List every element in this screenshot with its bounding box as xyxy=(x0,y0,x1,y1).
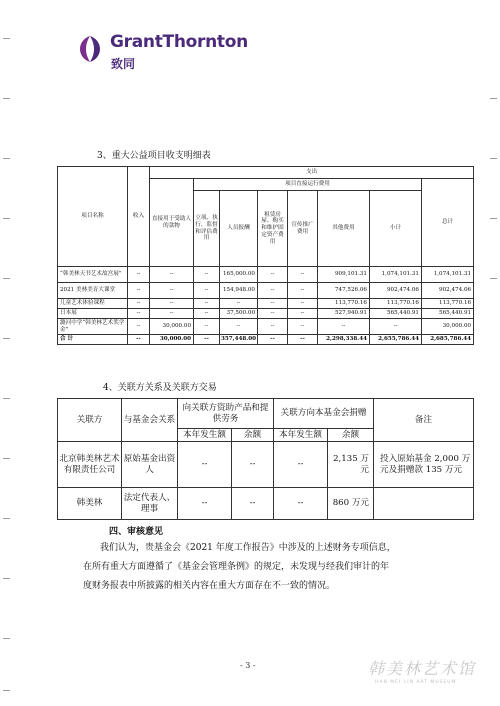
provide_balance-cell: -- xyxy=(232,488,274,520)
amount-cell: -- xyxy=(370,319,422,335)
header-current-year: 本年发生额 xyxy=(178,429,232,442)
amount-cell: 1,074,101.31 xyxy=(370,267,422,283)
audit-opinion-line: 在所有重大方面遵循了《基金会管理条例》的规定，未发现与经我们审计的年 xyxy=(83,562,390,572)
header-direct-aid: 直接用于受助人的款物 xyxy=(150,179,194,267)
amount-cell: -- xyxy=(150,267,194,283)
amount-cell: 30,000.00 xyxy=(150,319,194,335)
amount-cell: 113,770.16 xyxy=(318,299,370,309)
donate_balance-cell: 2,135 万元 xyxy=(328,442,374,488)
header-related-party: 关联方 xyxy=(58,399,122,442)
section-4-title: 4、关联方关系及关联方交易 xyxy=(103,383,217,393)
table-row xyxy=(58,442,474,488)
grant-thornton-logo-icon xyxy=(74,34,106,64)
amount-cell: 30,000.00 xyxy=(150,335,194,345)
amount-cell: -- xyxy=(128,299,150,309)
donate_year-cell: -- xyxy=(274,442,328,488)
amount-cell: -- xyxy=(318,319,370,335)
amount-cell: -- xyxy=(128,283,150,299)
section-3-title: 3、重大公益项目收支明细表 xyxy=(97,151,211,161)
amount-cell: -- xyxy=(194,335,220,345)
party-cell: 韩美林 xyxy=(58,488,122,520)
table-row xyxy=(58,299,474,309)
project-name-cell: 潞河中学“韩美林艺术奖学金” xyxy=(58,319,128,335)
amount-cell: 154,948.00 xyxy=(220,283,258,299)
margin-mark xyxy=(3,278,10,279)
amount-cell: -- xyxy=(194,283,220,299)
page-number: - 3 - xyxy=(240,661,256,670)
header-assets-labor: 向关联方资助产品和提供劳务 xyxy=(178,399,274,429)
margin-mark xyxy=(3,398,10,399)
amount-cell: -- xyxy=(128,309,150,319)
margin-mark xyxy=(3,458,10,459)
amount-cell: 909,101.31 xyxy=(318,267,370,283)
brand-name: GrantThornton xyxy=(110,32,248,52)
audit-opinion-line: 我们认为，贵基金会《2021 年度工作报告》中涉及的上述财务专项信息， xyxy=(100,543,396,553)
amount-cell: -- xyxy=(128,335,150,345)
amount-cell: -- xyxy=(194,299,220,309)
donate_balance-cell: 860 万元 xyxy=(328,488,374,520)
related-party-table xyxy=(57,398,474,520)
amount-cell: 527,940.91 xyxy=(318,309,370,319)
header-consulting: 立项、执行、监督和评估费用 xyxy=(194,191,220,267)
relationship-cell: 原始基金出资人 xyxy=(122,442,178,488)
margin-mark xyxy=(3,690,10,691)
margin-mark xyxy=(3,578,10,579)
remarks-cell: 投入原始基金 2,000 万元及捐赠款 135 万元 xyxy=(374,442,474,488)
margin-mark xyxy=(3,98,10,99)
amount-cell: 565,440.91 xyxy=(422,309,474,319)
header-personnel: 人员报酬 xyxy=(220,191,258,267)
header-balance: 余额 xyxy=(232,429,274,442)
project-name-cell: 2021 美林美育大课堂 xyxy=(58,283,128,299)
amount-cell: 902,474.06 xyxy=(422,283,474,299)
amount-cell: 2,655,786.44 xyxy=(370,335,422,345)
amount-cell: -- xyxy=(288,319,318,335)
amount-cell: -- xyxy=(288,299,318,309)
amount-cell: -- xyxy=(258,309,288,319)
amount-cell: -- xyxy=(128,267,150,283)
amount-cell: -- xyxy=(288,283,318,299)
amount-cell: -- xyxy=(194,319,220,335)
table-row xyxy=(58,319,474,335)
audit-opinion-title: 四、审核意见 xyxy=(109,527,164,537)
amount-cell: -- xyxy=(220,319,258,335)
header-remarks: 备注 xyxy=(374,399,474,442)
amount-cell: 1,074,101.31 xyxy=(422,267,474,283)
amount-cell: 165,000.00 xyxy=(220,267,258,283)
project-name-cell: “韩美林天书艺术故宫展” xyxy=(58,267,128,283)
amount-cell: 113,770.16 xyxy=(370,299,422,309)
project-name-cell: 合 计 xyxy=(58,335,128,345)
amount-cell: -- xyxy=(194,267,220,283)
amount-cell: 902,474.06 xyxy=(370,283,422,299)
public-welfare-project-table xyxy=(57,166,474,345)
margin-mark xyxy=(3,218,10,219)
amount-cell: -- xyxy=(220,299,258,309)
table-row xyxy=(58,309,474,319)
header-current-year: 本年发生额 xyxy=(274,429,328,442)
amount-cell: 37,500.00 xyxy=(220,309,258,319)
header-total: 总计 xyxy=(422,179,474,267)
margin-mark xyxy=(3,638,10,639)
table-row xyxy=(58,335,474,345)
project-name-cell: 儿童艺术体验课程 xyxy=(58,299,128,309)
amount-cell: -- xyxy=(288,309,318,319)
amount-cell: -- xyxy=(258,267,288,283)
amount-cell: -- xyxy=(194,309,220,319)
audit-opinion-line: 度财务报表中所披露的相关内容在重大方面存在不一致的情况。 xyxy=(83,581,336,591)
amount-cell: -- xyxy=(288,267,318,283)
amount-cell: -- xyxy=(258,283,288,299)
header-relationship: 与基金会关系 xyxy=(122,399,178,442)
amount-cell: -- xyxy=(258,335,288,345)
header-expenditure: 支出 xyxy=(150,167,474,179)
amount-cell: -- xyxy=(150,309,194,319)
margin-mark xyxy=(3,38,10,39)
header-other: 其他费用 xyxy=(318,191,370,267)
amount-cell: -- xyxy=(258,319,288,335)
header-donations: 关联方向本基金会捐赠 xyxy=(274,399,374,429)
amount-cell: -- xyxy=(128,319,150,335)
relationship-cell: 法定代表人、理事 xyxy=(122,488,178,520)
table-row xyxy=(58,267,474,283)
amount-cell: 747,526.06 xyxy=(318,283,370,299)
table-row xyxy=(58,283,474,299)
header-income: 收入 xyxy=(128,167,150,267)
amount-cell: 357,448.00 xyxy=(220,335,258,345)
margin-mark xyxy=(490,218,497,219)
museum-watermark: 韩美林艺术馆 xyxy=(368,659,477,678)
header-subtotal: 小计 xyxy=(370,191,422,267)
amount-cell: 2,298,338.44 xyxy=(318,335,370,345)
margin-mark xyxy=(3,158,10,159)
provide_year-cell: -- xyxy=(178,442,232,488)
museum-watermark-sub: HAN MEI LIN ART MUSEUM xyxy=(375,680,457,685)
table-row xyxy=(58,488,474,520)
provide_balance-cell: -- xyxy=(232,442,274,488)
amount-cell: 565,440.91 xyxy=(370,309,422,319)
header-direct-ops-cost: 项目直接运行费用 xyxy=(194,179,422,191)
amount-cell: -- xyxy=(288,335,318,345)
header-project-name: 项目名称 xyxy=(58,167,128,267)
amount-cell: 113,770.16 xyxy=(422,299,474,309)
margin-mark xyxy=(490,278,497,279)
amount-cell: 30,000.00 xyxy=(422,319,474,335)
margin-mark xyxy=(3,338,10,339)
margin-mark xyxy=(3,518,10,519)
party-cell: 北京韩美林艺术有限责任公司 xyxy=(58,442,122,488)
amount-cell: -- xyxy=(150,283,194,299)
margin-mark xyxy=(490,98,497,99)
header-balance: 余额 xyxy=(328,429,374,442)
header-promotion: 宣传推广费用 xyxy=(288,191,318,267)
brand-name-cn: 致同 xyxy=(111,57,136,71)
donate_year-cell: -- xyxy=(274,488,328,520)
project-name-cell: 日本展 xyxy=(58,309,128,319)
provide_year-cell: -- xyxy=(178,488,232,520)
margin-mark xyxy=(490,158,497,159)
amount-cell: -- xyxy=(258,299,288,309)
remarks-cell xyxy=(374,488,474,520)
amount-cell: 2,685,786.44 xyxy=(422,335,474,345)
amount-cell: -- xyxy=(150,299,194,309)
header-rent-depreciation: 租赁房屋、购买和维护固定资产费用 xyxy=(258,191,288,267)
